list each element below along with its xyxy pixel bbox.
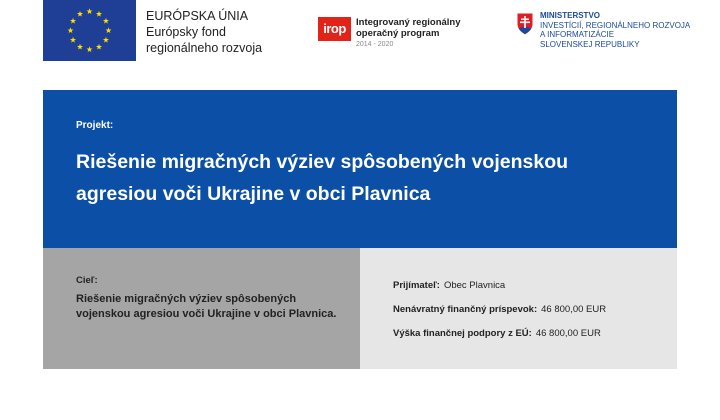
grant-value: 46 800,00 EUR [541, 304, 607, 315]
eu-fund-line1: Európsky fond [146, 25, 226, 39]
eu-stars-icon [43, 0, 136, 61]
recipient-row [393, 280, 505, 291]
grant-label: Nenávratný finančný príspevok: [393, 304, 538, 315]
ministry-line2: A INFORMATIZÁCIE [540, 30, 615, 39]
goal-panel [43, 248, 360, 369]
recipient-value: Obec Plavnica [443, 280, 506, 291]
eu-support-row [393, 328, 601, 339]
eu-support-label: Výška finančnej podpory z EÚ: [393, 328, 532, 339]
irop-years: 2014 - 2020 [356, 41, 394, 48]
goal-label: Cieľ: [76, 275, 98, 286]
project-label: Projekt: [76, 120, 114, 131]
recipient-label: Prijímateľ: [393, 280, 440, 291]
slovak-coat-of-arms-icon [516, 12, 534, 36]
eu-name: EURÓPSKA ÚNIA [146, 9, 249, 23]
eu-fund-line2: regionálneho rozvoja [146, 41, 263, 55]
irop-line1: Integrovaný regionálny [356, 17, 461, 28]
goal-text: Riešenie migračných výziev spôsobených vojenskou agresiou voči Ukrajine v obci Plavnica. [76, 293, 337, 320]
ministry-line3: SLOVENSKEJ REPUBLIKY [540, 39, 640, 49]
irop-caption [356, 17, 461, 49]
ministry-head: MINISTERSTVO [540, 11, 601, 20]
ministry-caption [540, 11, 690, 49]
ministry-line1: INVESTÍCIÍ, REGIONÁLNEHO ROZVOJA [540, 20, 691, 30]
irop-logo: irop [318, 17, 351, 41]
eu-support-value: 46 800,00 EUR [535, 328, 601, 339]
project-panel [43, 90, 677, 248]
irop-line2: operačný program [356, 28, 440, 39]
info-panel [360, 248, 677, 369]
grant-row [393, 304, 606, 315]
eu-caption [146, 8, 262, 56]
eu-flag-logo [43, 0, 136, 61]
project-title: Riešenie migračných výziev spôsobených vojenskou agresiou voči Ukrajine v obci Plavnica [76, 151, 569, 205]
